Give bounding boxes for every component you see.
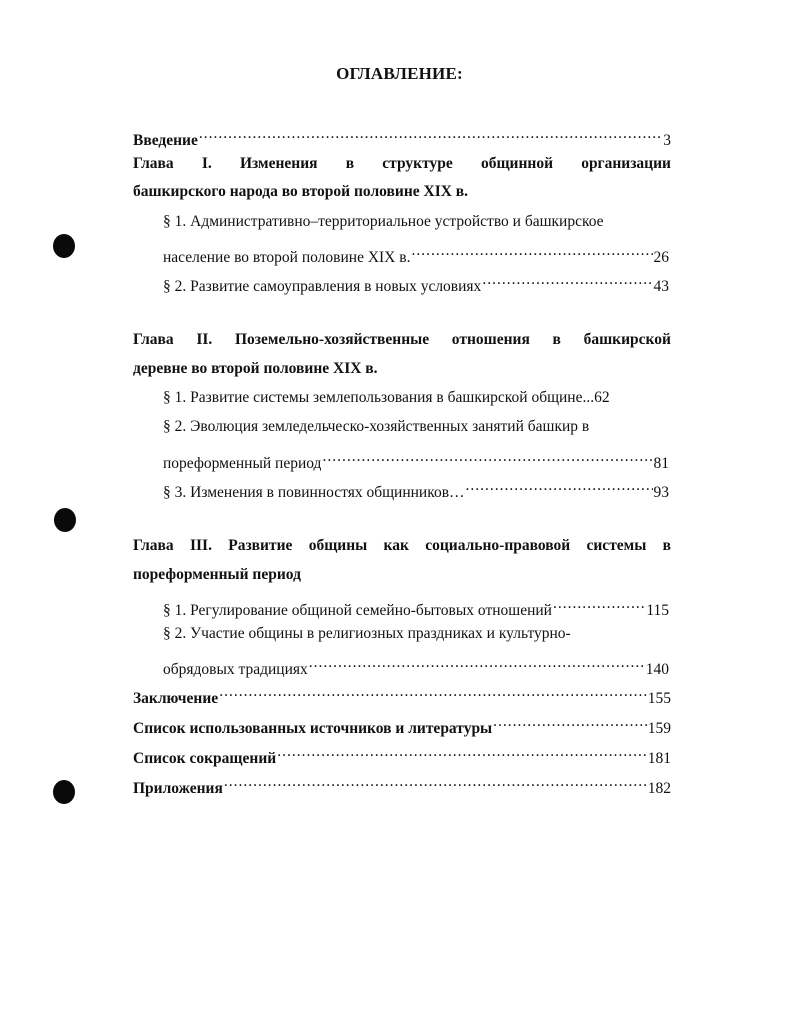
toc-section: § 2. Участие общины в религиозных праздниках и культурно-	[163, 625, 571, 642]
heading-word: в	[662, 537, 671, 554]
heading-word: II.	[196, 331, 213, 348]
toc-label: пореформенный период	[163, 455, 322, 472]
toc-page: 93	[653, 484, 669, 501]
toc-page: 81	[653, 455, 669, 472]
toc-section: § 1. Развитие системы землепользования в башкирской общине...62	[163, 389, 610, 406]
toc-page: 43	[653, 278, 669, 295]
heading-word: Развитие	[228, 537, 293, 554]
toc-entry-appendices	[133, 771, 671, 797]
toc-label: § 3. Изменения в повинностях общинников…	[163, 484, 465, 501]
dot-leader	[322, 446, 652, 468]
chapter-heading-cont: деревне во второй половине XIX в.	[133, 360, 378, 377]
toc-page: 26	[653, 249, 669, 266]
chapter-heading	[133, 535, 671, 557]
heading-word: отношения	[451, 331, 530, 348]
toc-page: 155	[647, 690, 671, 707]
toc-label: Приложения	[133, 780, 223, 797]
dot-leader	[466, 475, 653, 497]
dot-leader	[553, 593, 645, 615]
toc-page: 159	[647, 720, 671, 737]
toc-section	[163, 475, 669, 501]
punch-hole	[53, 234, 75, 258]
heading-word: Изменения	[239, 155, 318, 172]
toc-section: § 2. Эволюция земледельческо-хозяйственных занятий башкир в	[163, 418, 590, 435]
toc-page: 182	[647, 780, 671, 797]
dot-leader	[482, 269, 652, 291]
heading-word: структуре	[382, 155, 453, 172]
toc-page: 3	[663, 132, 671, 149]
toc-label: Введение	[133, 132, 198, 149]
toc-label: Список сокращений	[133, 750, 277, 767]
heading-word: Поземельно-хозяйственные	[234, 331, 430, 348]
heading-word: социально-правовой	[425, 537, 571, 554]
toc-section-cont	[163, 446, 669, 472]
dot-leader	[224, 771, 647, 793]
toc-entry-intro	[133, 123, 671, 149]
chapter-heading-cont: пореформенный период	[133, 566, 301, 583]
toc-label: § 2. Развитие самоуправления в новых условиях	[163, 278, 482, 295]
toc-page: 115	[646, 602, 669, 619]
toc-page: 181	[647, 750, 671, 767]
toc-label: § 1. Регулирование общиной семейно-бытовых отношений	[163, 602, 552, 619]
heading-word: организации	[581, 155, 671, 172]
dot-leader	[277, 741, 647, 763]
toc-label: население во второй половине XIX в.	[163, 249, 411, 266]
toc-entry-sources	[133, 711, 671, 737]
toc-entry-conclusion	[133, 681, 671, 707]
heading-word: Глава	[133, 155, 174, 172]
dot-leader	[309, 652, 645, 674]
heading-word: Глава	[133, 537, 174, 554]
page-title: ОГЛАВЛЕНИЕ:	[336, 64, 463, 83]
punch-hole	[54, 508, 76, 532]
dot-leader	[219, 681, 647, 703]
toc-entry-abbreviations	[133, 741, 671, 767]
dot-leader	[411, 240, 652, 262]
heading-word: общины	[308, 537, 368, 554]
heading-word: общинной	[480, 155, 553, 172]
toc-page: 140	[645, 661, 669, 678]
heading-word: как	[383, 537, 409, 554]
heading-word: в	[552, 331, 561, 348]
toc-label: Заключение	[133, 690, 219, 707]
heading-word: Глава	[133, 331, 174, 348]
heading-word: системы	[586, 537, 647, 554]
toc-section-cont	[163, 240, 669, 266]
toc-section: § 1. Административно–территориальное устройство и башкирское	[163, 213, 604, 230]
toc-section	[163, 269, 669, 295]
toc-label: обрядовых традициях	[163, 661, 308, 678]
toc-section	[163, 593, 669, 619]
chapter-heading	[133, 329, 671, 351]
heading-word: I.	[201, 155, 212, 172]
chapter-heading-cont: башкирского народа во второй половине XIX в.	[133, 183, 469, 200]
dot-leader	[199, 123, 662, 145]
toc-label: Список использованных источников и литературы	[133, 720, 493, 737]
punch-hole	[53, 780, 75, 804]
chapter-heading	[133, 153, 671, 175]
heading-word: башкирской	[583, 331, 671, 348]
toc-section-cont	[163, 652, 669, 678]
dot-leader	[493, 711, 647, 733]
heading-word: в	[345, 155, 355, 172]
heading-word: III.	[189, 537, 212, 554]
